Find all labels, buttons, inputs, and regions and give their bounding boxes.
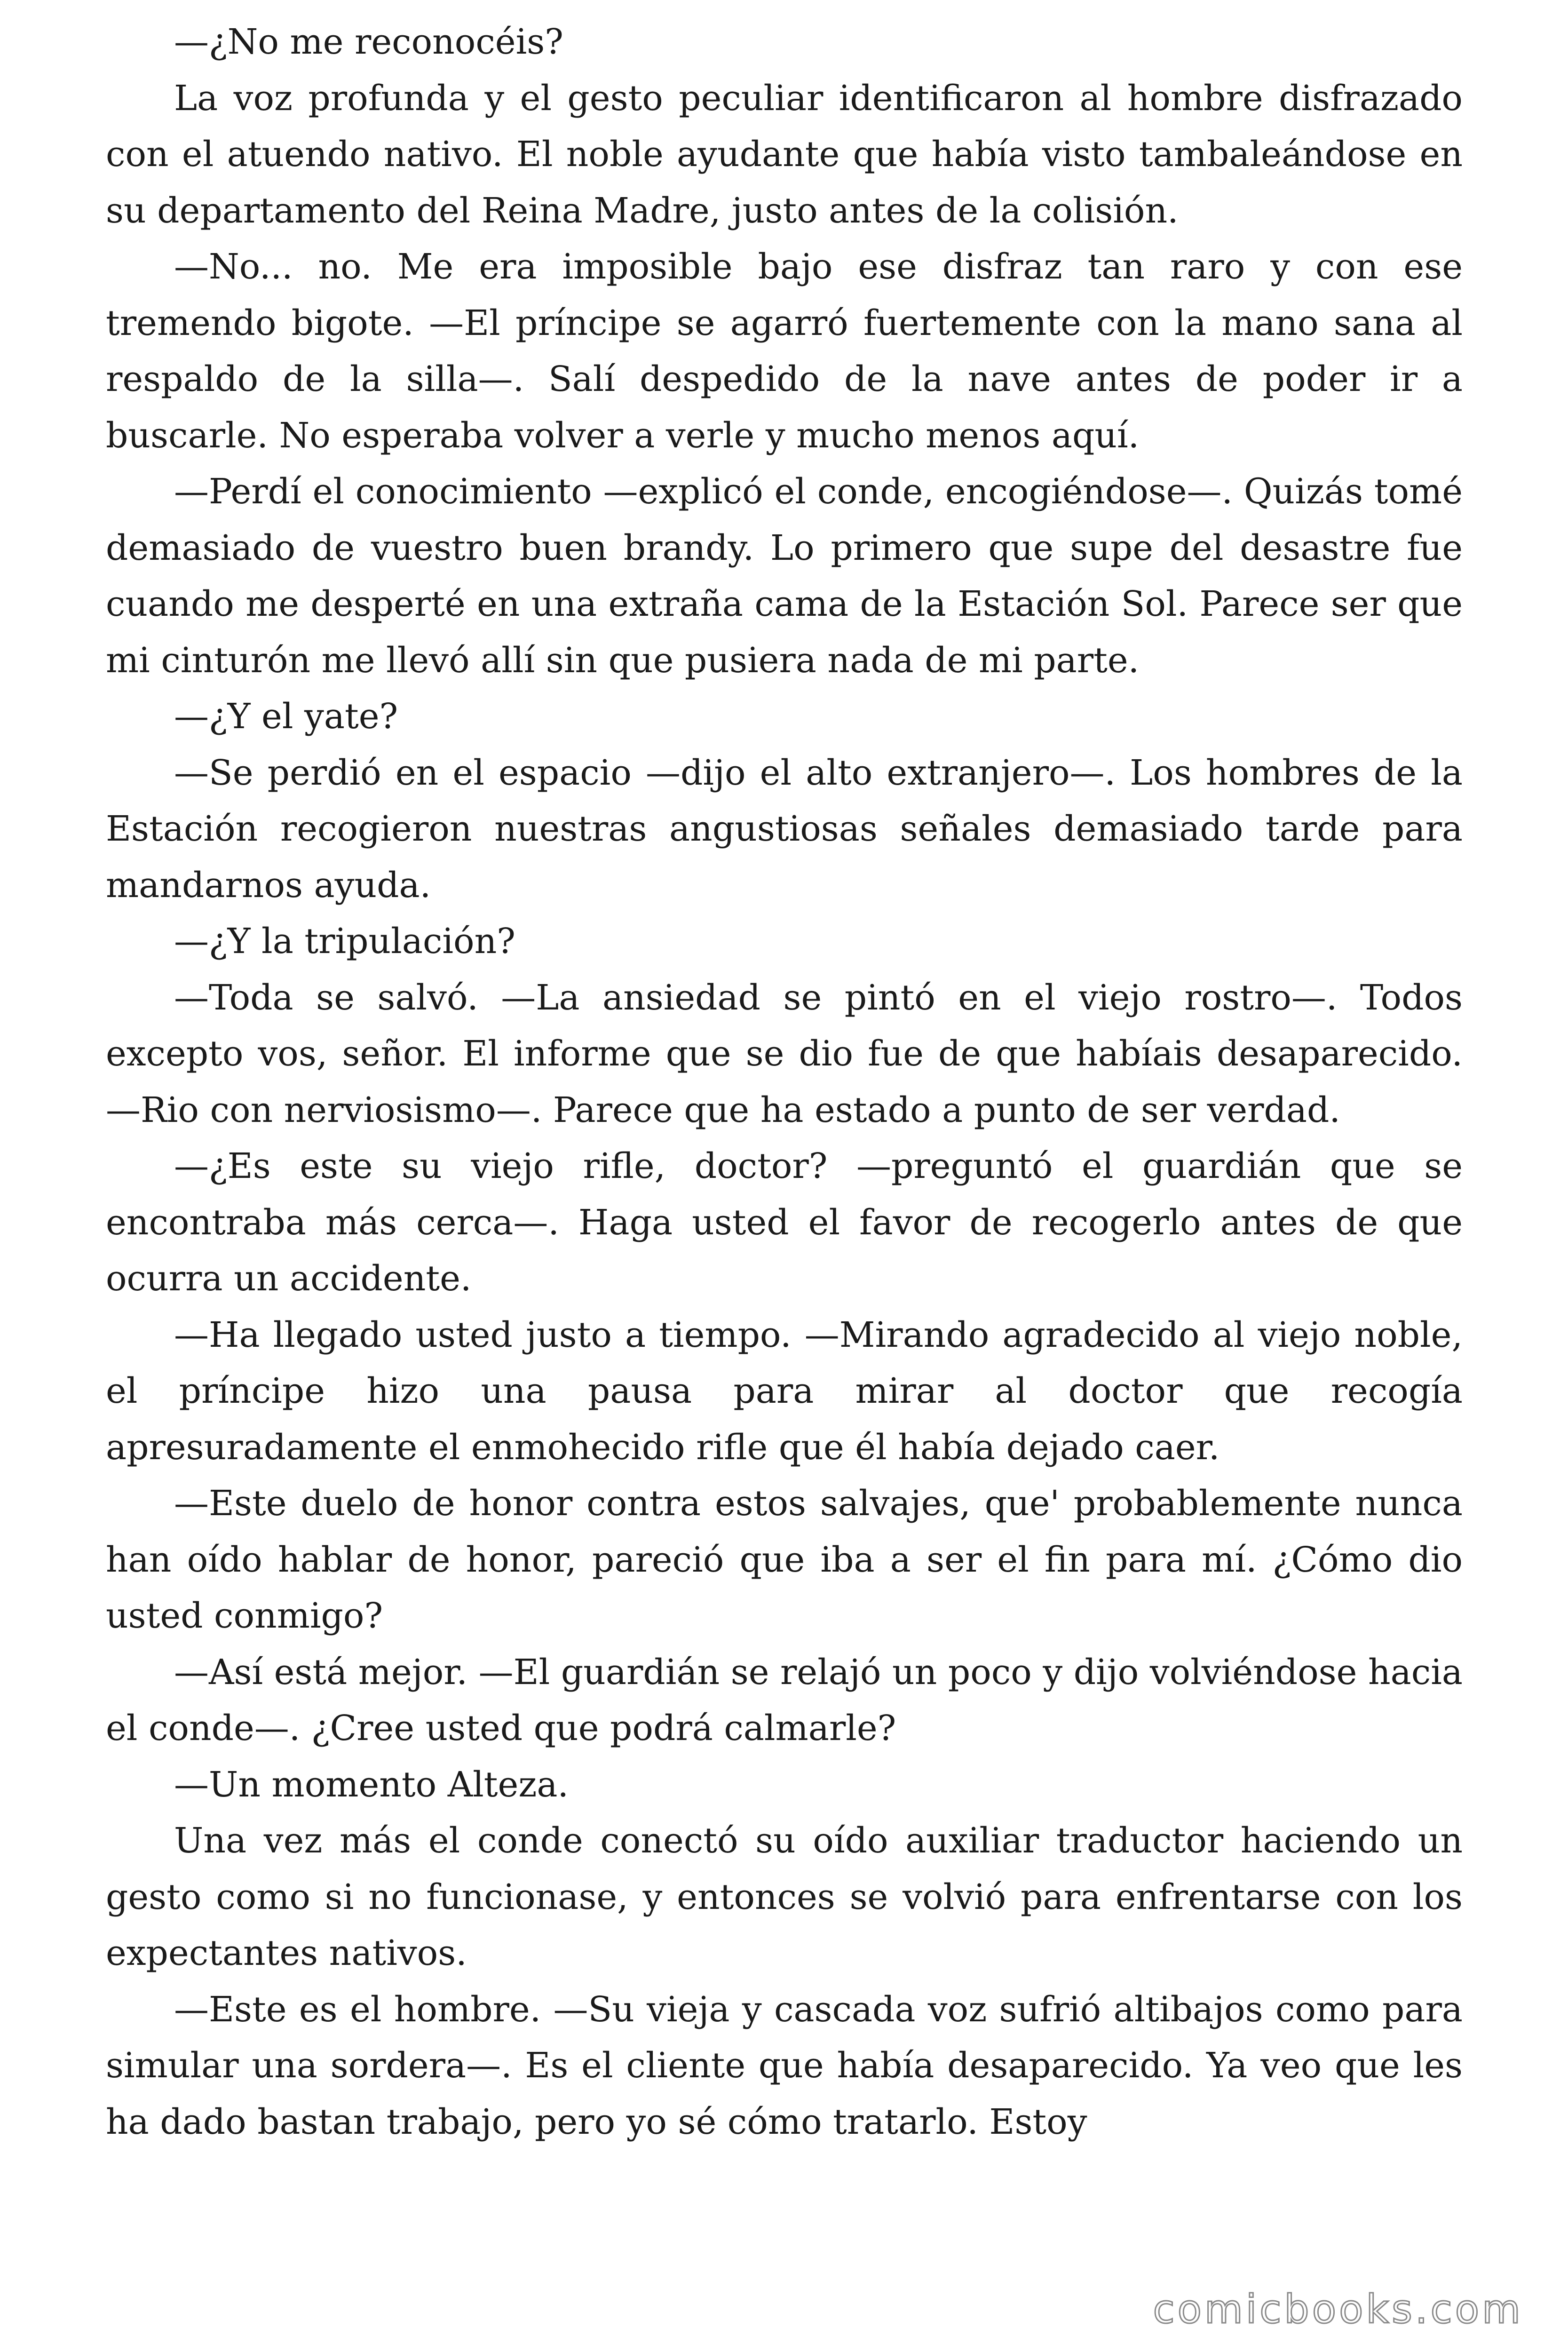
book-page-text — [106, 14, 1463, 2150]
paragraph: —Así está mejor. —El guardián se relajó un poco y dijo volviéndose hacia el conde—. ¿Cree usted que podrá calmarle? — [106, 1652, 1463, 1748]
paragraph: —¿No me reconocéis? — [174, 22, 563, 62]
paragraph: —Toda se salvó. —La ansiedad se pintó en el viejo rostro—. Todos excepto vos, señor. El informe que se dio fue de que habíais desaparecido. —Rio con nerviosismo—. Parece que ha estado a punto de ser verdad. — [106, 977, 1463, 1130]
paragraph: —Ha llegado usted justo a tiempo. —Mirando agradecido al viejo noble, el príncipe hizo una pausa para mirar al doctor que recogía apresuradamente el enmohecido rifle que él había dejado caer. — [106, 1314, 1463, 1468]
paragraph: —No... no. Me era imposible bajo ese disfraz tan raro y con ese tremendo bigote. —El príncipe se agarró fuertemente con la mano sana al respaldo de la silla—. Salí despedido de la nave antes de poder ir a buscarle. No esperaba volver a verle y mucho menos aquí. — [106, 246, 1463, 456]
watermark: comicbooks.com — [1153, 2286, 1523, 2332]
paragraph: Una vez más el conde conectó su oído auxiliar traductor haciendo un gesto como si no funcionase, y entonces se volvió para enfrentarse con los expectantes nativos. — [106, 1820, 1463, 1973]
paragraph: —Se perdió en el espacio —dijo el alto extranjero—. Los hombres de la Estación recogieron nuestras angustiosas señales demasiado tarde para mandarnos ayuda. — [106, 752, 1463, 906]
paragraph: —¿Y la tripulación? — [174, 921, 515, 961]
paragraph: —Este duelo de honor contra estos salvajes, que' probablemente nunca han oído hablar de honor, pareció que iba a ser el fin para mí. ¿Cómo dio usted conmigo? — [106, 1483, 1463, 1636]
paragraph: La voz profunda y el gesto peculiar identificaron al hombre disfrazado con el atuendo nativo. El noble ayudante que había visto tambaleándose en su departamento del Reina Madre, justo antes de la colisión. — [106, 78, 1463, 231]
paragraph: —¿Y el yate? — [174, 696, 398, 737]
paragraph: —Este es el hombre. —Su vieja y cascada voz sufrió altibajos como para simular una sordera—. Es el cliente que había desaparecido. Ya veo que les ha dado bastan trabajo, pero yo sé cómo tratarlo. Estoy — [106, 1989, 1463, 2142]
paragraph: —¿Es este su viejo rifle, doctor? —preguntó el guardián que se encontraba más cerca—. Haga usted el favor de recogerlo antes de que ocurra un accidente. — [106, 1146, 1463, 1299]
paragraph: —Un momento Alteza. — [174, 1764, 569, 1805]
paragraph: —Perdí el conocimiento —explicó el conde, encogiéndose—. Quizás tomé demasiado de vuestro buen brandy. Lo primero que supe del desastre fue cuando me desperté en una extraña cama de la Estación Sol. Parece ser que mi cinturón me llevó allí sin que pusiera nada de mi parte. — [106, 471, 1463, 681]
